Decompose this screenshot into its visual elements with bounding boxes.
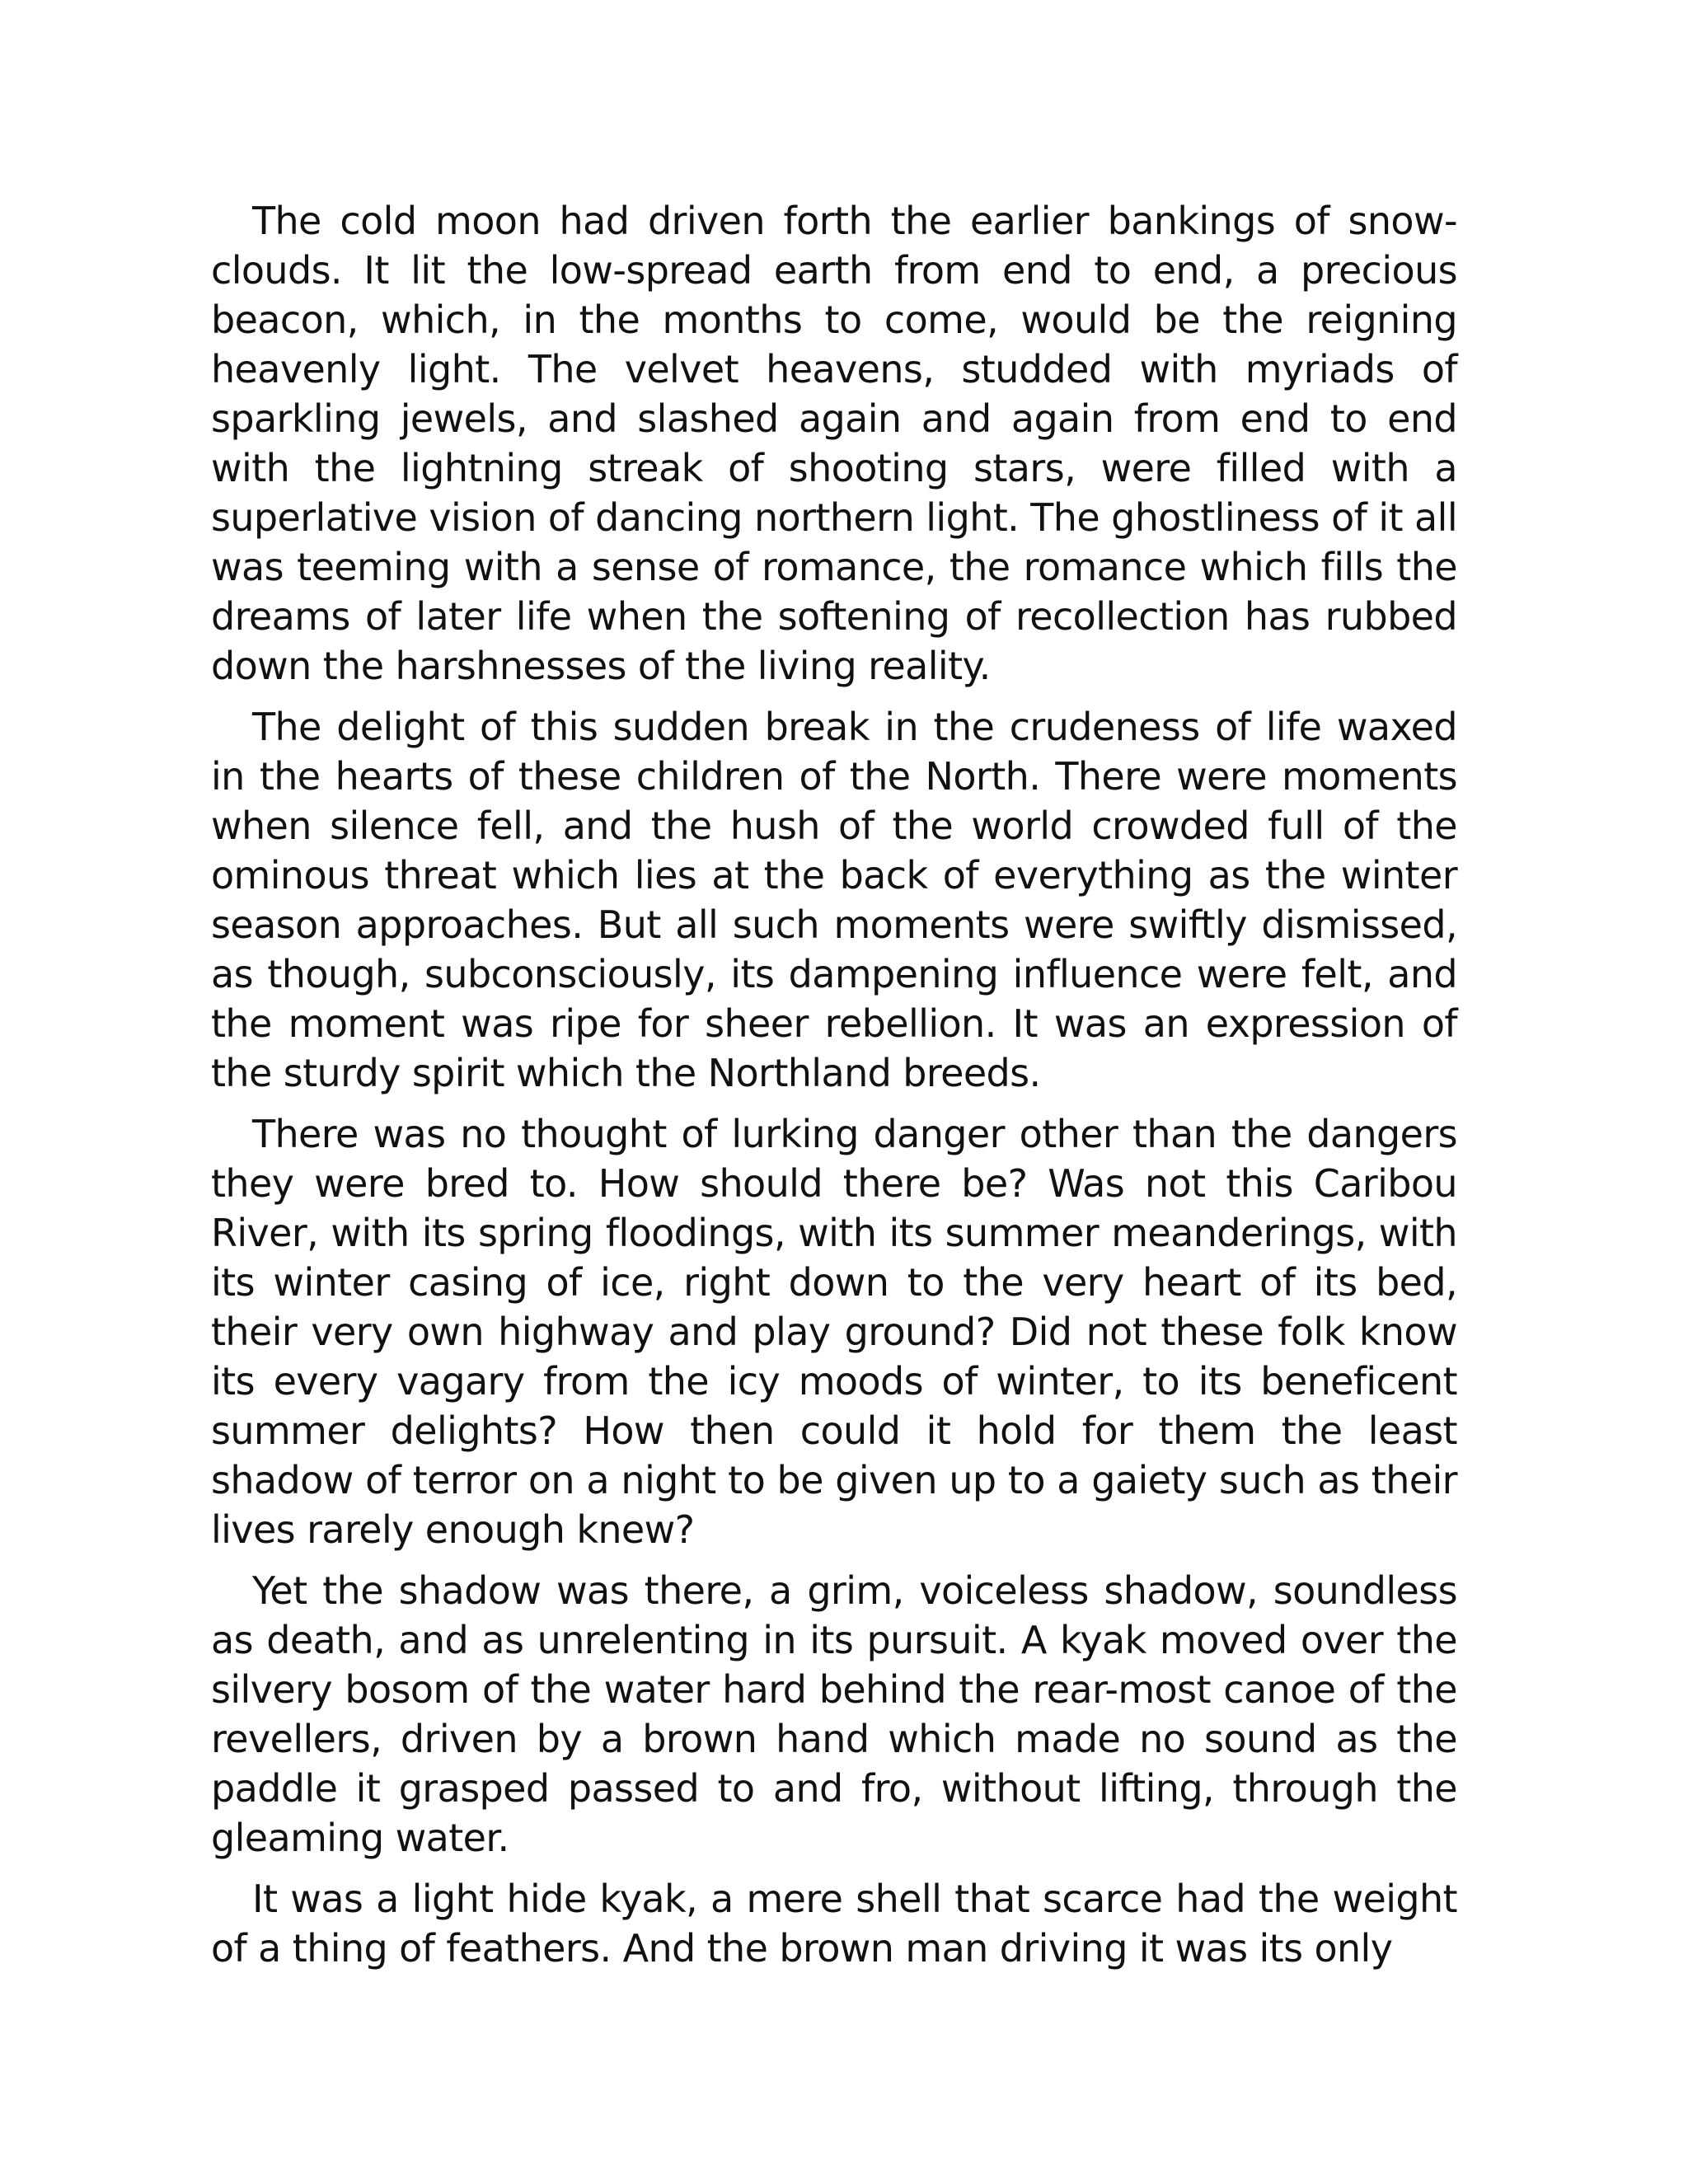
paragraph-1: The cold moon had driven forth the earlier bankings of snow-clouds. It lit the low-spread earth from end to end, a precious beacon, which, in the months to come, would be the reigning heavenly light. The velvet heavens, studded with myriads of sparkling jewels, and slashed again and again from end to end with the lightning streak of shooting stars, were filled with a superlative vision of dancing northern light. The ghostliness of it all was teeming with a sense of romance, the romance which fills the dreams of later life when the softening of recollection has rubbed down the harshnesses of the living reality. xyxy=(211,199,1457,688)
paragraph-4: Yet the shadow was there, a grim, voiceless shadow, soundless as death, and as unrelenting in its pursuit. A kyak moved over the silvery bosom of the water hard behind the rear-most canoe of the revellers, driven by a brown hand which made no sound as the paddle it grasped passed to and fro, without lifting, through the gleaming water. xyxy=(211,1568,1457,1860)
paragraph-2: The delight of this sudden break in the crudeness of life waxed in the hearts of these children of the North. There were moments when silence fell, and the hush of the world crowded full of the ominous threat which lies at the back of everything as the winter season approaches. But all such moments were swiftly dismissed, as though, subconsciously, its dampening influence were felt, and the moment was ripe for sheer rebellion. It was an expression of the sturdy spirit which the Northland breeds. xyxy=(211,705,1457,1095)
paragraph-5: It was a light hide kyak, a mere shell that scarce had the weight of a thing of feathers. And the brown man driving it was its only xyxy=(211,1877,1457,1971)
paragraph-3: There was no thought of lurking danger other than the dangers they were bred to. How should there be? Was not this Caribou River, with its spring floodings, with its summer meanderings, with its winter casing of ice, right down to the very heart of its bed, their very own highway and play ground? Did not these folk know its every vagary from the icy moods of winter, to its beneficent summer delights? How then could it hold for them the least shadow of terror on a night to be given up to a gaiety such as their lives rarely enough knew? xyxy=(211,1112,1457,1552)
page-body xyxy=(211,196,1457,1973)
